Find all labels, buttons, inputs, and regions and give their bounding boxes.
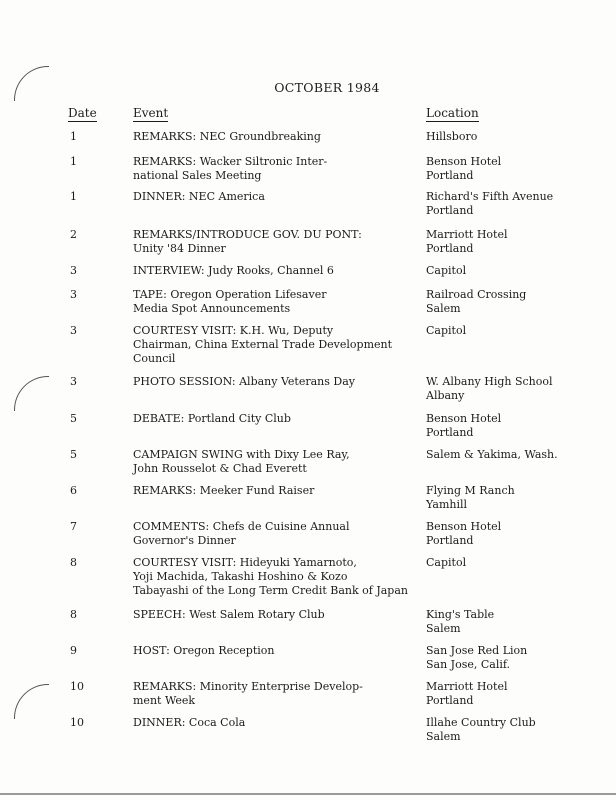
- row-date: 3: [70, 264, 77, 277]
- row-event: [133, 716, 413, 730]
- row-event: [133, 484, 413, 498]
- location-line: Benson Hotel: [426, 412, 502, 425]
- header-date: Date: [68, 106, 97, 120]
- location-line: Portland: [426, 694, 474, 707]
- hole-punch-mark: [14, 376, 49, 411]
- location-line: Hillsboro: [426, 130, 478, 143]
- location-line: Railroad Crossing: [426, 288, 527, 301]
- row-event: [133, 155, 413, 183]
- event-line: HOST: Oregon Reception: [133, 644, 275, 657]
- event-line: John Rousselot & Chad Everett: [133, 462, 307, 475]
- location-line: San Jose Red Lion: [426, 644, 528, 657]
- row-date: 10: [70, 716, 84, 729]
- location-line: Salem & Yakima, Wash.: [426, 448, 558, 461]
- event-line: DEBATE: Portland City Club: [133, 412, 291, 425]
- row-date: 5: [70, 448, 77, 461]
- event-line: PHOTO SESSION: Albany Veterans Day: [133, 375, 355, 388]
- row-date: 6: [70, 484, 77, 497]
- location-line: Yamhill: [426, 498, 468, 511]
- event-line: INTERVIEW: Judy Rooks, Channel 6: [133, 264, 334, 277]
- location-line: W. Albany High School: [426, 375, 553, 388]
- event-line: Yoji Machida, Takashi Hoshino & Kozo: [133, 570, 348, 583]
- location-line: King's Table: [426, 608, 495, 621]
- location-line: Portland: [426, 204, 474, 217]
- event-line: Governor's Dinner: [133, 534, 236, 547]
- row-date: 8: [70, 608, 77, 621]
- row-location: [426, 375, 606, 403]
- event-line: REMARKS/INTRODUCE GOV. DU PONT:: [133, 228, 362, 241]
- location-line: Illahe Country Club: [426, 716, 536, 729]
- row-date: 7: [70, 520, 77, 533]
- header-location: Location: [426, 106, 479, 120]
- row-date: 1: [70, 130, 77, 143]
- row-date: 1: [70, 155, 77, 168]
- location-line: Salem: [426, 730, 461, 743]
- event-line: REMARKS: Minority Enterprise Develop-: [133, 680, 363, 693]
- row-date: 3: [70, 375, 77, 388]
- row-event: [133, 324, 413, 366]
- location-line: Portland: [426, 534, 474, 547]
- row-event: [133, 228, 413, 256]
- event-line: REMARKS: Wacker Siltronic Inter-: [133, 155, 328, 168]
- row-event: [133, 130, 413, 144]
- row-location: [426, 155, 606, 183]
- event-line: CAMPAIGN SWING with Dixy Lee Ray,: [133, 448, 350, 461]
- location-line: Capitol: [426, 324, 467, 337]
- row-date: 1: [70, 190, 77, 203]
- event-line: REMARKS: Meeker Fund Raiser: [133, 484, 315, 497]
- page-bottom-edge: [0, 793, 616, 795]
- event-line: DINNER: Coca Cola: [133, 716, 246, 729]
- row-location: [426, 130, 606, 144]
- row-date: 5: [70, 412, 77, 425]
- location-line: Salem: [426, 622, 461, 635]
- location-line: Capitol: [426, 264, 467, 277]
- event-line: national Sales Meeting: [133, 169, 262, 182]
- event-line: COURTESY VISIT: Hideyuki Yamarnoto,: [133, 556, 357, 569]
- row-location: [426, 324, 606, 338]
- row-location: [426, 448, 606, 462]
- row-event: [133, 448, 413, 476]
- row-event: [133, 680, 413, 708]
- row-location: [426, 520, 606, 548]
- event-line: Council: [133, 352, 176, 365]
- event-line: Media Spot Announcements: [133, 302, 291, 315]
- row-location: [426, 190, 606, 218]
- row-date: 3: [70, 324, 77, 337]
- row-location: [426, 264, 606, 278]
- row-location: [426, 716, 606, 744]
- event-line: Tabayashi of the Long Term Credit Bank of Japan: [133, 584, 408, 597]
- row-location: [426, 288, 606, 316]
- location-line: Salem: [426, 302, 461, 315]
- page-title: OCTOBER 1984: [274, 80, 380, 95]
- row-location: [426, 680, 606, 708]
- event-line: SPEECH: West Salem Rotary Club: [133, 608, 325, 621]
- event-line: Chairman, China External Trade Development: [133, 338, 393, 351]
- event-line: DINNER: NEC America: [133, 190, 265, 203]
- event-line: COURTESY VISIT: K.H. Wu, Deputy: [133, 324, 334, 337]
- location-line: Marriott Hotel: [426, 680, 508, 693]
- row-event: [133, 520, 413, 548]
- location-line: San Jose, Calif.: [426, 658, 511, 671]
- row-event: [133, 264, 413, 278]
- row-event: [133, 556, 413, 598]
- location-line: Portland: [426, 242, 474, 255]
- row-date: 3: [70, 288, 77, 301]
- hole-punch-mark: [14, 684, 49, 719]
- row-date: 10: [70, 680, 84, 693]
- location-line: Benson Hotel: [426, 520, 502, 533]
- row-location: [426, 644, 606, 672]
- header-event: Event: [133, 106, 169, 120]
- location-line: Marriott Hotel: [426, 228, 508, 241]
- row-event: [133, 375, 413, 389]
- row-event: [133, 190, 413, 204]
- row-event: [133, 412, 413, 426]
- row-date: 8: [70, 556, 77, 569]
- event-line: Unity '84 Dinner: [133, 242, 226, 255]
- event-line: ment Week: [133, 694, 196, 707]
- event-line: REMARKS: NEC Groundbreaking: [133, 130, 321, 143]
- row-event: [133, 288, 413, 316]
- row-location: [426, 484, 606, 512]
- location-line: Richard's Fifth Avenue: [426, 190, 554, 203]
- row-location: [426, 228, 606, 256]
- event-line: TAPE: Oregon Operation Lifesaver: [133, 288, 327, 301]
- row-location: [426, 556, 606, 570]
- location-line: Portland: [426, 426, 474, 439]
- location-line: Portland: [426, 169, 474, 182]
- row-date: 9: [70, 644, 77, 657]
- row-location: [426, 608, 606, 636]
- row-event: [133, 644, 413, 658]
- location-line: Benson Hotel: [426, 155, 502, 168]
- location-line: Capitol: [426, 556, 467, 569]
- event-line: COMMENTS: Chefs de Cuisine Annual: [133, 520, 350, 533]
- location-line: Flying M Ranch: [426, 484, 515, 497]
- row-event: [133, 608, 413, 622]
- location-line: Albany: [426, 389, 465, 402]
- row-date: 2: [70, 228, 77, 241]
- row-location: [426, 412, 606, 440]
